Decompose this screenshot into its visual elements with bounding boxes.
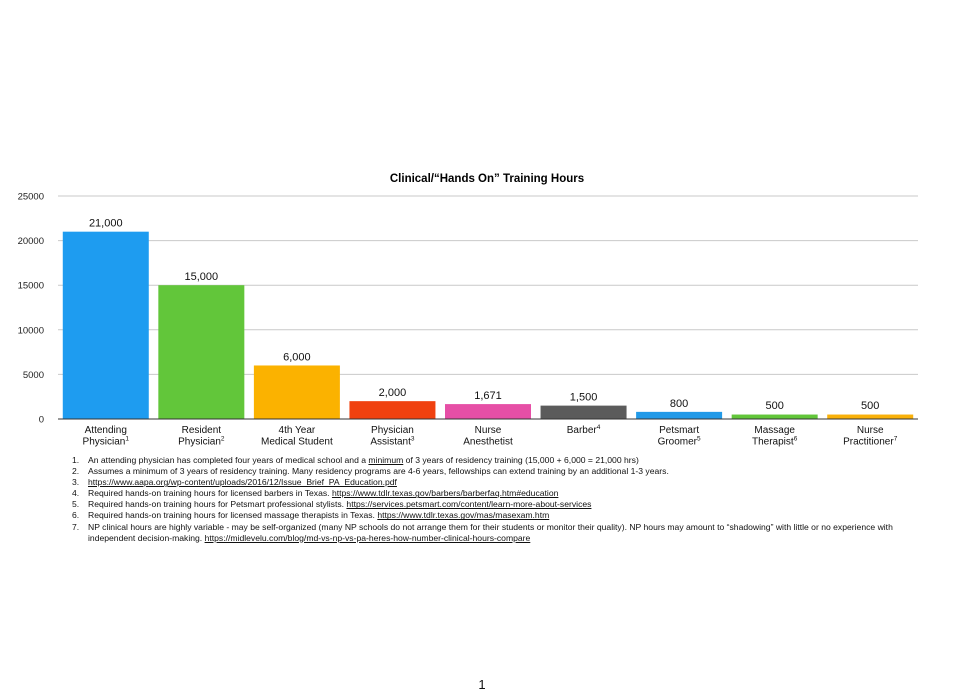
- category-label-line: Resident: [181, 425, 222, 436]
- bar-value-label: 1,671: [474, 390, 502, 403]
- category-label-line: Medical Student: [261, 436, 333, 448]
- footnote-item: [72, 499, 932, 510]
- bar-value-label: 15,000: [184, 271, 219, 284]
- y-tick-label: 15000: [17, 280, 44, 292]
- category-label-line: Nurse: [474, 425, 502, 436]
- category-label: [370, 425, 415, 448]
- bar-value-label: 6,000: [283, 351, 311, 364]
- category-label-line: 4th Year: [278, 425, 316, 436]
- footnote-number: 5.: [72, 499, 80, 510]
- bar: [63, 232, 149, 419]
- category-label: [178, 425, 225, 448]
- category-labels: [83, 424, 898, 448]
- y-tick-label: 5000: [22, 369, 44, 381]
- footnote-ref: 5: [697, 435, 701, 443]
- bar: [254, 365, 340, 419]
- category-label-line: Groomer$^5$: [657, 435, 701, 448]
- y-tick-label: 0: [38, 414, 44, 426]
- bar-value-label: 1,500: [569, 391, 598, 404]
- footnote-item: [72, 510, 932, 521]
- footnote-ref: 1: [125, 435, 129, 443]
- bar-value-label: 21,000: [88, 217, 123, 230]
- y-tick-label: 10000: [17, 325, 44, 337]
- bar: [732, 415, 818, 419]
- category-label: [658, 425, 701, 448]
- category-label-line: Physician$^1$: [82, 435, 129, 448]
- bar-value-label: 800: [669, 397, 689, 410]
- footnote-item: [72, 455, 932, 466]
- footnote-text: An attending physician has completed four years of medical school and a: [88, 455, 369, 465]
- bar: [445, 404, 531, 419]
- category-label-line: Barber$^4$: [566, 424, 601, 436]
- category-label-line: Physician$^2$: [178, 435, 225, 448]
- footnote-ref: 7: [893, 435, 898, 443]
- footnote-text: NP clinical hours are highly variable - may be self-organized (many NP schools do not arrange them for their students or monitor their quality). NP hours may amount to “shadowing” with little or no experience with independent decision-making.: [88, 521, 893, 543]
- category-label-line: Anesthetist: [463, 436, 513, 448]
- footnote-item: [72, 522, 932, 544]
- category-label-line: Nurse: [856, 425, 884, 436]
- footnote-text: Required hands-on training hours for licensed barbers in Texas.: [88, 488, 332, 499]
- footnote-link[interactable]: https://midlevelu.com/blog/md-vs-np-vs-pa-heres-how-number-clinical-hours-compare: [204, 532, 531, 543]
- category-label-line: Petsmart: [659, 425, 700, 436]
- bar: [827, 415, 913, 419]
- footnote-number: 1.: [72, 455, 80, 465]
- category-label: [752, 425, 798, 448]
- footnote-item: [72, 488, 932, 499]
- footnote-number: 6.: [72, 510, 80, 521]
- footnote-text: minimum: [368, 455, 404, 465]
- footnote-link[interactable]: https://services.petsmart.com/content/learn-more-about-services: [346, 499, 592, 510]
- footnote-ref: 4: [596, 424, 601, 431]
- footnote-text: of 3 years of residency training (15,000 + 6,000 = 21,000 hrs): [403, 455, 639, 465]
- footnote-link[interactable]: https://www.tdlr.texas.gov/mas/masexam.htm: [377, 510, 550, 521]
- page-number: 1: [478, 677, 486, 692]
- bar-value-label: 500: [861, 400, 880, 412]
- footnote-item: [72, 466, 932, 477]
- category-label-line: Attending: [84, 425, 127, 436]
- footnote-number: 3.: [72, 477, 80, 488]
- footnotes-list: [72, 455, 932, 544]
- footnote-item: [72, 477, 932, 488]
- category-label: [261, 425, 333, 448]
- y-tick-label: 20000: [17, 236, 44, 248]
- category-label-line: Therapist$^6$: [752, 435, 798, 448]
- category-label: [83, 425, 130, 448]
- category-label: [463, 425, 513, 448]
- footnote-number: 4.: [72, 488, 80, 499]
- footnote-text: Required hands-on training hours for Petsmart professional stylists.: [88, 499, 347, 510]
- category-label: [567, 424, 601, 436]
- footnote-text: Assumes a minimum of 3 years of residency training. Many residency programs are 4-6 years, fellowships can extend training by an additional 1-3 years.: [88, 466, 669, 477]
- footnote-ref: 3: [410, 435, 415, 443]
- bar: [541, 406, 627, 419]
- category-label-line: Assistant$^3$: [370, 435, 415, 448]
- category-label: [843, 425, 898, 448]
- footnote-number: 7.: [72, 521, 80, 532]
- bar-value-label: 500: [765, 400, 784, 412]
- bar: [349, 401, 435, 419]
- category-label-line: Physician: [371, 425, 414, 436]
- footnote-ref: 2: [220, 435, 225, 443]
- bar: [636, 412, 722, 419]
- y-axis-ticks: [18, 192, 44, 426]
- category-label-line: Practitioner$^7$: [843, 435, 898, 448]
- footnote-text: Required hands-on training hours for licensed massage therapists in Texas.: [88, 510, 378, 521]
- y-tick-label: 25000: [17, 191, 44, 203]
- chart-title: Clinical/“Hands On” Training Hours: [389, 173, 585, 185]
- footnote-number: 2.: [72, 466, 80, 477]
- bar: [158, 285, 244, 419]
- footnote-link[interactable]: https://www.tdlr.texas.gov/barbers/barberfaq.htm#education: [331, 488, 559, 499]
- category-label-line: Massage: [754, 425, 795, 436]
- footnote-ref: 6: [793, 435, 798, 443]
- footnote-link[interactable]: https://www.aapa.org/wp-content/uploads/2016/12/Issue_Brief_PA_Education.pdf: [88, 477, 397, 488]
- bar-value-label: 2,000: [378, 387, 407, 400]
